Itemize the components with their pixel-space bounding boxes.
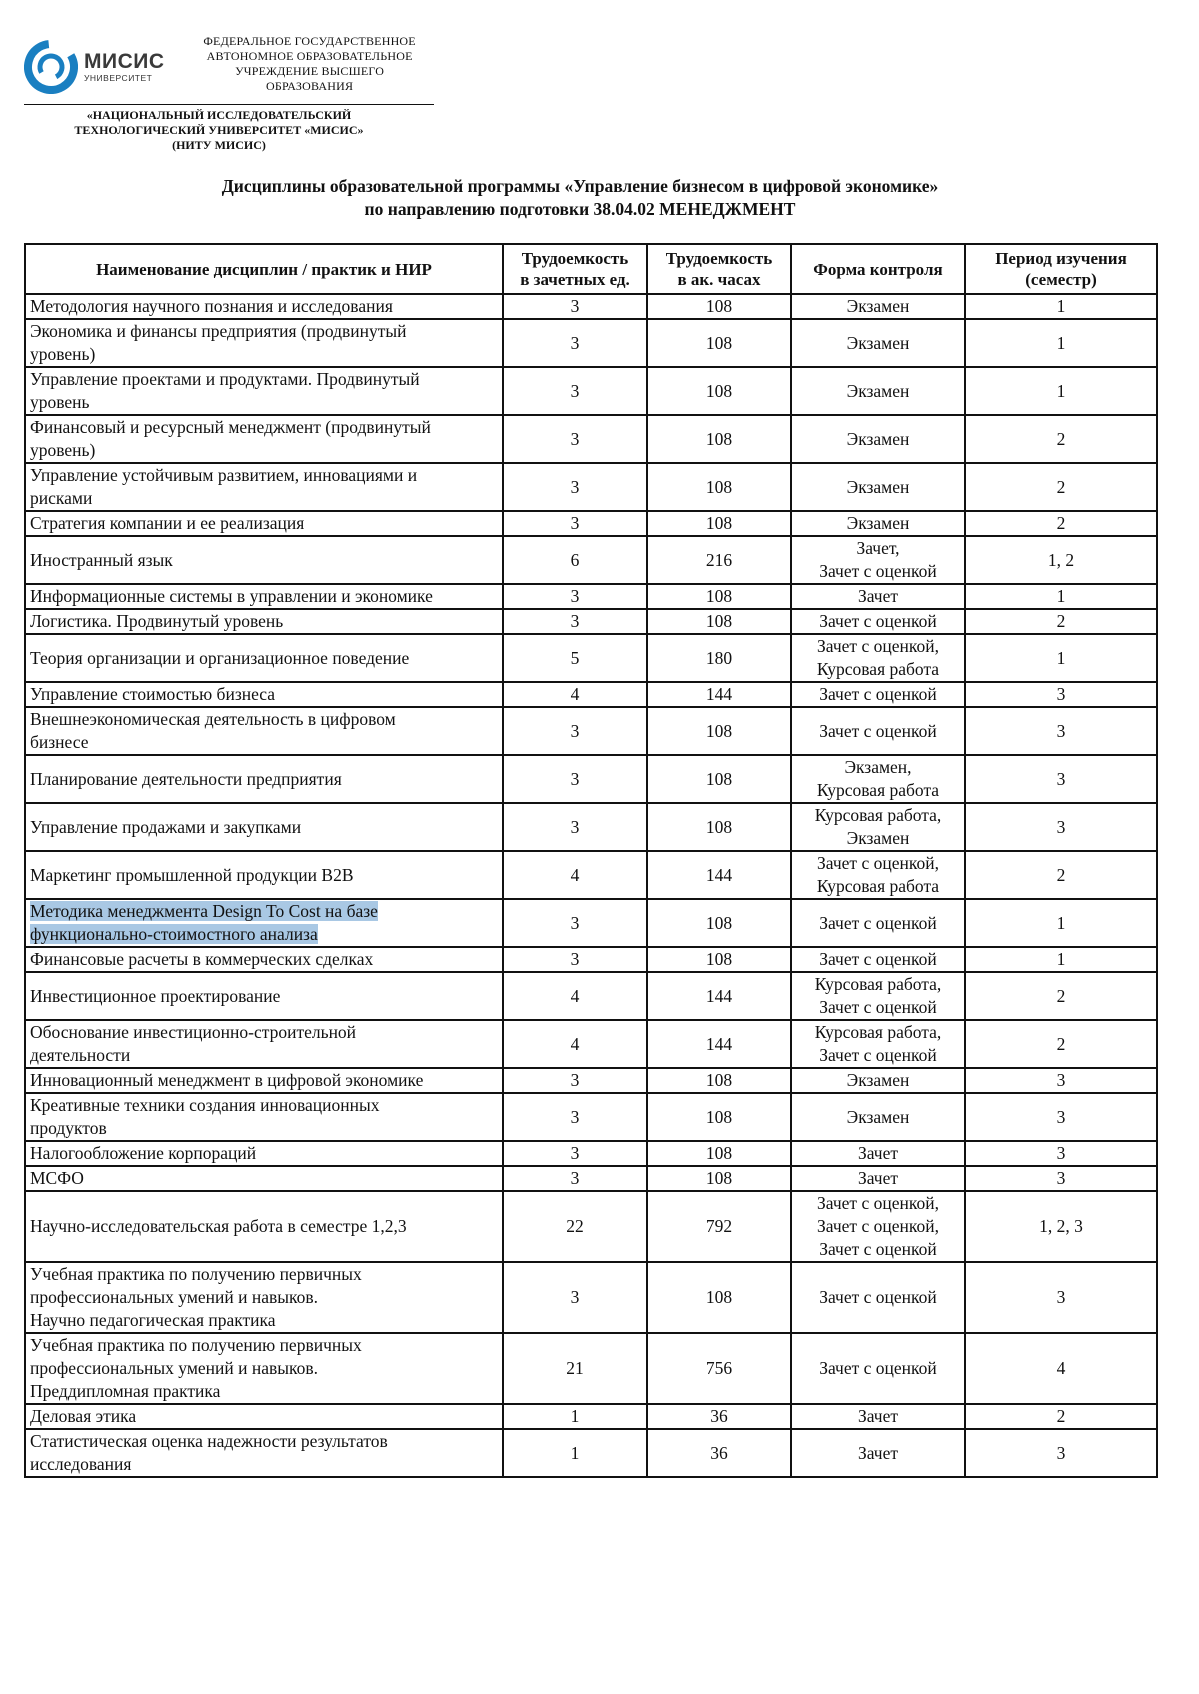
control-form-cell xyxy=(791,1020,965,1068)
credits-cell: 4 xyxy=(503,1020,647,1068)
hours-cell: 108 xyxy=(647,1141,791,1166)
control-form: Зачет с оценкой xyxy=(819,949,937,969)
semester-cell: 1 xyxy=(965,319,1157,367)
control-form: Зачет с оценкой, xyxy=(817,1216,939,1236)
table-row xyxy=(25,294,1157,319)
table-row xyxy=(25,1141,1157,1166)
discipline-name: уровень xyxy=(30,392,90,412)
credits-cell: 1 xyxy=(503,1429,647,1477)
hours-cell: 108 xyxy=(647,803,791,851)
semester-cell: 2 xyxy=(965,1404,1157,1429)
credits-cell: 1 xyxy=(503,1404,647,1429)
credits-cell: 3 xyxy=(503,1093,647,1141)
header-semester xyxy=(965,244,1157,294)
credits-cell: 5 xyxy=(503,634,647,682)
control-form-cell xyxy=(791,1141,965,1166)
table-row xyxy=(25,1404,1157,1429)
control-form: Зачет с оценкой, xyxy=(817,1193,939,1213)
org-name xyxy=(24,108,414,153)
hours-cell: 108 xyxy=(647,367,791,415)
credits-cell: 3 xyxy=(503,415,647,463)
control-form-cell xyxy=(791,319,965,367)
table-row xyxy=(25,755,1157,803)
semester-cell: 3 xyxy=(965,707,1157,755)
control-form: Экзамен xyxy=(846,332,910,353)
control-form: Экзамен xyxy=(846,428,910,449)
discipline-name-cell xyxy=(25,536,503,584)
discipline-name: профессиональных умений и навыков. xyxy=(30,1287,319,1307)
hours-cell: 36 xyxy=(647,1429,791,1477)
credits-cell: 3 xyxy=(503,319,647,367)
discipline-name-cell xyxy=(25,1068,503,1093)
discipline-name: Налогообложение корпораций xyxy=(30,1143,257,1163)
control-form: Зачет с оценкой xyxy=(819,561,937,581)
semester-cell: 1 xyxy=(965,367,1157,415)
discipline-name: бизнесе xyxy=(30,732,89,752)
document-title xyxy=(0,175,1160,221)
credits-cell: 3 xyxy=(503,463,647,511)
semester-cell: 3 xyxy=(965,1429,1157,1477)
credits-cell: 4 xyxy=(503,972,647,1020)
table-row xyxy=(25,972,1157,1020)
credits-cell: 3 xyxy=(503,1166,647,1191)
hours-cell: 144 xyxy=(647,1020,791,1068)
discipline-name: Финансовые расчеты в коммерческих сделках xyxy=(30,949,374,969)
discipline-name-cell xyxy=(25,319,503,367)
discipline-name-cell xyxy=(25,463,503,511)
discipline-name-cell xyxy=(25,367,503,415)
org-type xyxy=(185,34,434,94)
table-row xyxy=(25,511,1157,536)
table-row xyxy=(25,1068,1157,1093)
discipline-name: Преддипломная практика xyxy=(30,1381,221,1401)
credits-cell: 3 xyxy=(503,584,647,609)
semester-cell: 2 xyxy=(965,972,1157,1020)
discipline-name: Научно педагогическая практика xyxy=(30,1310,276,1330)
discipline-name-cell xyxy=(25,851,503,899)
control-form-cell xyxy=(791,1093,965,1141)
hours-cell: 108 xyxy=(647,609,791,634)
control-form: Зачет, xyxy=(856,538,900,558)
org-type-line: ФЕДЕРАЛЬНОЕ ГОСУДАРСТВЕННОЕ xyxy=(203,34,416,48)
control-form-cell xyxy=(791,609,965,634)
hours-cell: 108 xyxy=(647,463,791,511)
control-form: Курсовая работа, xyxy=(814,805,942,825)
hours-cell: 36 xyxy=(647,1404,791,1429)
discipline-name-cell xyxy=(25,1191,503,1262)
table-header-row xyxy=(25,244,1157,294)
header-line: (семестр) xyxy=(1025,270,1097,289)
disciplines-table xyxy=(24,243,1158,1478)
control-form-cell xyxy=(791,1262,965,1333)
org-type-line: УЧРЕЖДЕНИЕ ВЫСШЕГО xyxy=(235,64,385,78)
credits-cell: 3 xyxy=(503,367,647,415)
control-form-cell xyxy=(791,755,965,803)
control-form: Зачет с оценкой xyxy=(819,684,937,704)
control-form-cell xyxy=(791,584,965,609)
control-form: Зачет с оценкой xyxy=(819,997,937,1017)
discipline-name: Теория организации и организационное поведение xyxy=(30,647,410,668)
hours-cell: 144 xyxy=(647,851,791,899)
control-form: Зачет с оценкой xyxy=(819,611,937,631)
semester-cell: 1 xyxy=(965,294,1157,319)
credits-cell: 4 xyxy=(503,682,647,707)
control-form-cell xyxy=(791,511,965,536)
discipline-name: деятельности xyxy=(30,1045,131,1065)
control-form: Зачет с оценкой xyxy=(819,1287,937,1307)
semester-cell: 2 xyxy=(965,1020,1157,1068)
discipline-name: рисками xyxy=(30,488,93,508)
discipline-name-cell xyxy=(25,1020,503,1068)
discipline-name: Финансовый и ресурсный менеджмент (продвинутый xyxy=(30,417,431,437)
discipline-name: Иностранный язык xyxy=(30,549,173,570)
discipline-name-cell xyxy=(25,755,503,803)
discipline-name: Логистика. Продвинутый уровень xyxy=(30,611,284,631)
table-row xyxy=(25,803,1157,851)
credits-cell: 22 xyxy=(503,1191,647,1262)
hours-cell: 792 xyxy=(647,1191,791,1262)
discipline-name: Методология научного познания и исследования xyxy=(30,296,393,316)
discipline-name-cell xyxy=(25,294,503,319)
semester-cell: 3 xyxy=(965,1262,1157,1333)
discipline-name-cell xyxy=(25,415,503,463)
table-row xyxy=(25,1166,1157,1191)
hours-cell: 756 xyxy=(647,1333,791,1404)
credits-cell: 3 xyxy=(503,947,647,972)
hours-cell: 108 xyxy=(647,1068,791,1093)
control-form: Зачет с оценкой xyxy=(819,720,937,741)
table-row xyxy=(25,851,1157,899)
control-form-cell xyxy=(791,1333,965,1404)
discipline-name: Внешнеэкономическая деятельность в цифровом xyxy=(30,709,396,729)
discipline-name: Управление устойчивым развитием, инновациями и xyxy=(30,465,418,485)
control-form-cell xyxy=(791,1166,965,1191)
hours-cell: 216 xyxy=(647,536,791,584)
credits-cell: 3 xyxy=(503,755,647,803)
header-hours xyxy=(647,244,791,294)
table-row xyxy=(25,1262,1157,1333)
control-form-cell xyxy=(791,294,965,319)
control-form-cell xyxy=(791,463,965,511)
header-discipline xyxy=(25,244,503,294)
discipline-name-cell xyxy=(25,584,503,609)
control-form: Зачет с оценкой xyxy=(819,1045,937,1065)
credits-cell: 3 xyxy=(503,1141,647,1166)
table-row xyxy=(25,634,1157,682)
discipline-name-cell xyxy=(25,803,503,851)
discipline-name-cell xyxy=(25,899,503,947)
control-form: Курсовая работа xyxy=(816,659,940,679)
discipline-name: Экономика и финансы предприятия (продвинутый xyxy=(30,321,407,341)
control-form: Зачет с оценкой xyxy=(819,1358,937,1378)
hours-cell: 108 xyxy=(647,755,791,803)
header-line: Форма контроля xyxy=(813,259,943,279)
table-row xyxy=(25,899,1157,947)
semester-cell: 3 xyxy=(965,1093,1157,1141)
hours-cell: 144 xyxy=(647,972,791,1020)
credits-cell: 3 xyxy=(503,294,647,319)
discipline-name-cell xyxy=(25,511,503,536)
discipline-name: профессиональных умений и навыков. xyxy=(30,1358,319,1378)
control-form: Зачет xyxy=(857,1442,899,1463)
control-form: Экзамен xyxy=(846,513,910,533)
header-credits xyxy=(503,244,647,294)
hours-cell: 180 xyxy=(647,634,791,682)
header-line: Период изучения xyxy=(995,249,1127,268)
discipline-name: МСФО xyxy=(30,1168,84,1188)
org-type-line: АВТОНОМНОЕ ОБРАЗОВАТЕЛЬНОЕ xyxy=(206,49,413,63)
discipline-name: Деловая этика xyxy=(30,1406,137,1426)
logo-name: МИСИС xyxy=(84,50,165,73)
discipline-name-cell xyxy=(25,1262,503,1333)
control-form: Зачет xyxy=(857,1143,899,1163)
control-form: Зачет xyxy=(857,586,899,606)
discipline-name: Информационные системы в управлении и экономике xyxy=(30,586,433,606)
discipline-name-cell xyxy=(25,634,503,682)
header-line: в зачетных ед. xyxy=(520,270,630,289)
table-row xyxy=(25,536,1157,584)
control-form: Зачет с оценкой, xyxy=(817,636,939,656)
control-form-cell xyxy=(791,1068,965,1093)
discipline-name: функционально-стоимостного анализа xyxy=(30,924,318,944)
misis-logo xyxy=(24,34,183,100)
discipline-name-cell xyxy=(25,682,503,707)
control-form-cell xyxy=(791,972,965,1020)
semester-cell: 4 xyxy=(965,1333,1157,1404)
control-form: Экзамен xyxy=(846,296,910,316)
discipline-name-cell xyxy=(25,947,503,972)
discipline-name-cell xyxy=(25,1141,503,1166)
table-row xyxy=(25,463,1157,511)
hours-cell: 108 xyxy=(647,415,791,463)
control-form: Экзамен xyxy=(846,380,910,401)
hours-cell: 108 xyxy=(647,1262,791,1333)
discipline-name: Учебная практика по получению первичных xyxy=(30,1264,362,1284)
discipline-name: уровень) xyxy=(30,440,96,460)
hours-cell: 108 xyxy=(647,947,791,972)
control-form: Курсовая работа, xyxy=(814,974,942,994)
discipline-name: уровень) xyxy=(30,344,96,364)
hours-cell: 108 xyxy=(647,707,791,755)
hours-cell: 108 xyxy=(647,1166,791,1191)
control-form: Экзамен xyxy=(846,1106,910,1127)
control-form: Зачет с оценкой, xyxy=(817,853,939,873)
discipline-name: продуктов xyxy=(30,1118,107,1138)
discipline-name: Статистическая оценка надежности результатов xyxy=(30,1431,388,1451)
table-body xyxy=(25,294,1157,1477)
semester-cell: 1, 2, 3 xyxy=(965,1191,1157,1262)
header-divider xyxy=(24,104,434,105)
semester-cell: 3 xyxy=(965,755,1157,803)
control-form-cell xyxy=(791,899,965,947)
control-form-cell xyxy=(791,634,965,682)
table-row xyxy=(25,682,1157,707)
hours-cell: 144 xyxy=(647,682,791,707)
hours-cell: 108 xyxy=(647,584,791,609)
control-form-cell xyxy=(791,803,965,851)
hours-cell: 108 xyxy=(647,319,791,367)
control-form: Экзамен xyxy=(846,828,910,848)
discipline-name-cell xyxy=(25,1429,503,1477)
semester-cell: 1 xyxy=(965,634,1157,682)
semester-cell: 2 xyxy=(965,851,1157,899)
semester-cell: 3 xyxy=(965,682,1157,707)
header-line: Трудоемкость xyxy=(521,249,629,268)
control-form: Зачет xyxy=(857,1406,899,1426)
discipline-name: Инвестиционное проектирование xyxy=(30,985,281,1006)
control-form: Зачет xyxy=(857,1168,899,1188)
credits-cell: 3 xyxy=(503,803,647,851)
org-type-line: ОБРАЗОВАНИЯ xyxy=(266,79,354,93)
discipline-name: Управление стоимостью бизнеса xyxy=(30,684,276,704)
control-form-cell xyxy=(791,1404,965,1429)
semester-cell: 1 xyxy=(965,584,1157,609)
table-row xyxy=(25,609,1157,634)
logo-subtitle: УНИВЕРСИТЕТ xyxy=(84,73,153,83)
semester-cell: 3 xyxy=(965,803,1157,851)
semester-cell: 3 xyxy=(965,1141,1157,1166)
control-form-cell xyxy=(791,1429,965,1477)
discipline-name: Обоснование инвестиционно-строительной xyxy=(30,1022,357,1042)
semester-cell: 2 xyxy=(965,609,1157,634)
table-row xyxy=(25,1191,1157,1262)
credits-cell: 3 xyxy=(503,1262,647,1333)
discipline-name: Маркетинг промышленной продукции B2B xyxy=(30,864,354,885)
title-line-1: Дисциплины образовательной программы «Управление бизнесом в цифровой экономике» xyxy=(221,176,939,196)
title-line-2: по направлению подготовки 38.04.02 МЕНЕДЖМЕНТ xyxy=(364,199,796,219)
discipline-name: Планирование деятельности предприятия xyxy=(30,768,342,789)
control-form: Зачет с оценкой xyxy=(819,912,937,933)
hours-cell: 108 xyxy=(647,511,791,536)
discipline-name-cell xyxy=(25,1404,503,1429)
discipline-name: Управление продажами и закупками xyxy=(30,816,302,837)
control-form-cell xyxy=(791,415,965,463)
table-row xyxy=(25,1093,1157,1141)
discipline-name: Инновационный менеджмент в цифровой экономике xyxy=(30,1070,424,1090)
discipline-name-cell xyxy=(25,609,503,634)
header-line: Трудоемкость xyxy=(665,249,773,268)
control-form: Экзамен xyxy=(846,476,910,497)
credits-cell: 6 xyxy=(503,536,647,584)
control-form: Зачет с оценкой xyxy=(819,1239,937,1259)
header-line: Наименование дисциплин / практик и НИР xyxy=(96,259,432,279)
credits-cell: 21 xyxy=(503,1333,647,1404)
semester-cell: 2 xyxy=(965,511,1157,536)
discipline-name: исследования xyxy=(30,1454,132,1474)
control-form: Экзамен, xyxy=(844,757,912,777)
semester-cell: 1 xyxy=(965,899,1157,947)
control-form: Экзамен xyxy=(846,1070,910,1090)
discipline-name-cell xyxy=(25,1333,503,1404)
credits-cell: 4 xyxy=(503,851,647,899)
control-form: Курсовая работа, xyxy=(814,1022,942,1042)
semester-cell: 3 xyxy=(965,1068,1157,1093)
discipline-name: Методика менеджмента Design To Cost на базе xyxy=(30,901,378,921)
semester-cell: 2 xyxy=(965,415,1157,463)
semester-cell: 2 xyxy=(965,463,1157,511)
discipline-name: Научно-исследовательская работа в семестре 1,2,3 xyxy=(30,1216,407,1236)
misis-logo-icon xyxy=(24,40,78,94)
discipline-name: Стратегия компании и ее реализация xyxy=(30,513,305,533)
org-name-line: (НИТУ МИСИС) xyxy=(172,138,266,152)
header-control xyxy=(791,244,965,294)
header-line: в ак. часах xyxy=(677,270,761,289)
credits-cell: 3 xyxy=(503,511,647,536)
semester-cell: 3 xyxy=(965,1166,1157,1191)
table-row xyxy=(25,584,1157,609)
table-row xyxy=(25,319,1157,367)
credits-cell: 3 xyxy=(503,1068,647,1093)
hours-cell: 108 xyxy=(647,1093,791,1141)
discipline-name-cell xyxy=(25,1166,503,1191)
credits-cell: 3 xyxy=(503,707,647,755)
control-form-cell xyxy=(791,1191,965,1262)
org-name-line: ТЕХНОЛОГИЧЕСКИЙ УНИВЕРСИТЕТ «МИСИС» xyxy=(74,123,364,137)
credits-cell: 3 xyxy=(503,609,647,634)
control-form-cell xyxy=(791,536,965,584)
org-name-line: «НАЦИОНАЛЬНЫЙ ИССЛЕДОВАТЕЛЬСКИЙ xyxy=(86,108,352,122)
table-row xyxy=(25,707,1157,755)
table-row xyxy=(25,1020,1157,1068)
control-form-cell xyxy=(791,707,965,755)
hours-cell: 108 xyxy=(647,294,791,319)
table-row xyxy=(25,947,1157,972)
control-form-cell xyxy=(791,947,965,972)
control-form-cell xyxy=(791,682,965,707)
discipline-name-cell xyxy=(25,707,503,755)
control-form-cell xyxy=(791,367,965,415)
document-header xyxy=(24,34,434,153)
table-row xyxy=(25,367,1157,415)
discipline-name: Учебная практика по получению первичных xyxy=(30,1335,362,1355)
discipline-name-cell xyxy=(25,972,503,1020)
hours-cell: 108 xyxy=(647,899,791,947)
control-form-cell xyxy=(791,851,965,899)
table-row xyxy=(25,415,1157,463)
semester-cell: 1, 2 xyxy=(965,536,1157,584)
control-form: Курсовая работа xyxy=(816,876,940,896)
table-row xyxy=(25,1333,1157,1404)
control-form: Курсовая работа xyxy=(816,780,940,800)
credits-cell: 3 xyxy=(503,899,647,947)
table-row xyxy=(25,1429,1157,1477)
discipline-name-cell xyxy=(25,1093,503,1141)
semester-cell: 1 xyxy=(965,947,1157,972)
discipline-name: Креативные техники создания инновационных xyxy=(30,1095,380,1115)
discipline-name: Управление проектами и продуктами. Продвинутый xyxy=(30,369,420,389)
